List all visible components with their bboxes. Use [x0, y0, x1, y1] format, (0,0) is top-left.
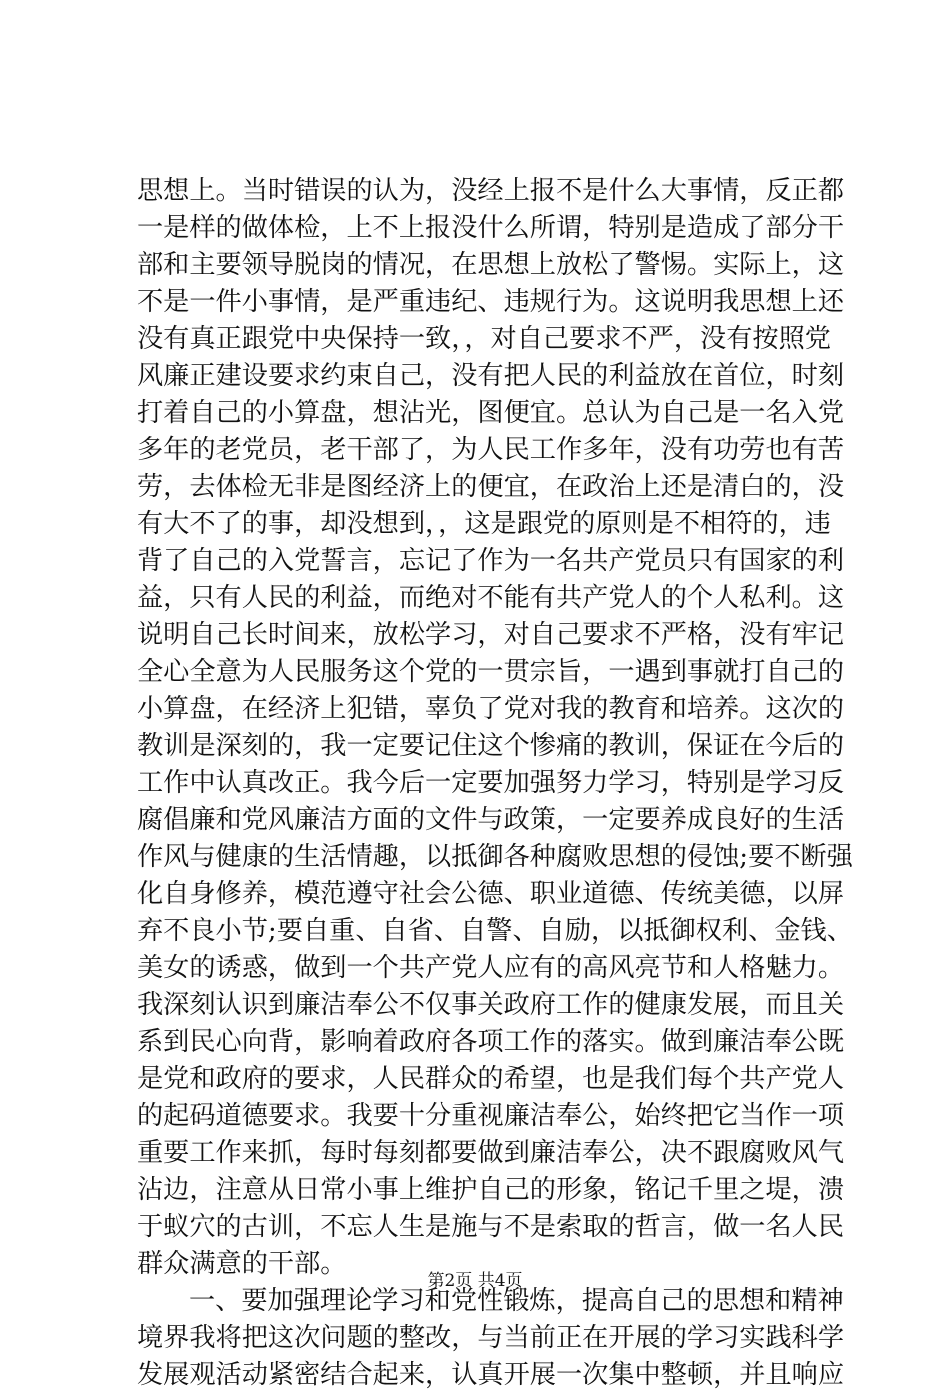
text-line: 是党和政府的要求，人民群众的希望，也是我们每个共产党人: [137, 1064, 845, 1094]
text-line: 小算盘，在经济上犯错，辜负了党对我的教育和培养。这次的: [137, 694, 845, 724]
text-line: 不是一件小事情，是严重违纪、违规行为。这说明我思想上还: [137, 287, 845, 317]
text-line: 全心全意为人民服务这个党的一贯宗旨，一遇到事就打自己的: [137, 657, 845, 687]
text-line: 美女的诱惑，做到一个共产党人应有的高风亮节和人格魅力。: [137, 953, 845, 983]
text-line: 劳，去体检无非是图经济上的便宜，在政治上还是清白的，没: [137, 472, 845, 502]
text-line: 我深刻认识到廉洁奉公不仅事关政府工作的健康发展，而且关: [137, 990, 845, 1020]
text-line: 益，只有人民的利益，而绝对不能有共产党人的个人私利。这: [137, 583, 845, 613]
text-line: 部和主要领导脱岗的情况，在思想上放松了警惕。实际上，这: [137, 250, 845, 280]
text-line: 腐倡廉和党风廉洁方面的文件与政策，一定要养成良好的生活: [137, 805, 845, 835]
text-line: 思想上。当时错误的认为，没经上报不是什么大事情，反正都: [137, 176, 845, 206]
text-line: 背了自己的入党誓言，忘记了作为一名共产党员只有国家的利: [137, 546, 845, 576]
text-line: 沾边，注意从日常小事上维护自己的形象，铭记千里之堤，溃: [137, 1175, 845, 1205]
text-line: 境界我将把这次问题的整改，与当前正在开展的学习实践科学: [137, 1323, 845, 1353]
text-line: 的起码道德要求。我要十分重视廉洁奉公，始终把它当作一项: [137, 1101, 845, 1131]
document-body: [137, 173, 853, 1394]
text-line: 教训是深刻的，我一定要记住这个惨痛的教训，保证在今后的: [137, 731, 845, 761]
text-line: 多年的老党员，老干部了，为人民工作多年，没有功劳也有苦: [137, 435, 845, 465]
text-line: 发展观活动紧密结合起来，认真开展一次集中整顿，并且响应: [137, 1360, 845, 1390]
paragraph-end-line: 群众满意的干部。: [137, 1249, 347, 1279]
page-number-footer: 第2页 共4页: [427, 1271, 523, 1291]
text-line: 作风与健康的生活情趣，以抵御各种腐败思想的侵蚀;要不断强: [137, 842, 853, 872]
text-line: 一是样的做体检，上不上报没什么所谓，特别是造成了部分干: [137, 213, 845, 243]
text-line: 说明自己长时间来，放松学习，对自己要求不严格，没有牢记: [137, 620, 845, 650]
text-line: 化自身修养，模范遵守社会公德、职业道德、传统美德，以屏: [137, 879, 845, 909]
text-line: 有大不了的事，却没想到，，这是跟党的原则是不相符的，违: [137, 509, 831, 539]
text-line: 风廉正建设要求约束自己，没有把人民的利益放在首位，时刻: [137, 361, 845, 391]
text-line: 打着自己的小算盘，想沾光，图便宜。总认为自己是一名入党: [137, 398, 845, 428]
text-line: 没有真正跟党中央保持一致，，对自己要求不严，没有按照党: [137, 324, 831, 354]
text-line: 于蚁穴的古训，不忘人生是施与不是索取的哲言，做一名人民: [137, 1212, 845, 1242]
text-line: 重要工作来抓，每时每刻都要做到廉洁奉公，决不跟腐败风气: [137, 1138, 845, 1168]
text-line: 弃不良小节;要自重、自省、自警、自励，以抵御权利、金钱、: [137, 916, 853, 946]
text-line: 工作中认真改正。我今后一定要加强努力学习，特别是学习反: [137, 768, 845, 798]
text-line: 系到民心向背，影响着政府各项工作的落实。做到廉洁奉公既: [137, 1027, 845, 1057]
paragraph-start-line: 一、要加强理论学习和党性锻炼，提高自己的思想和精神: [189, 1286, 844, 1316]
